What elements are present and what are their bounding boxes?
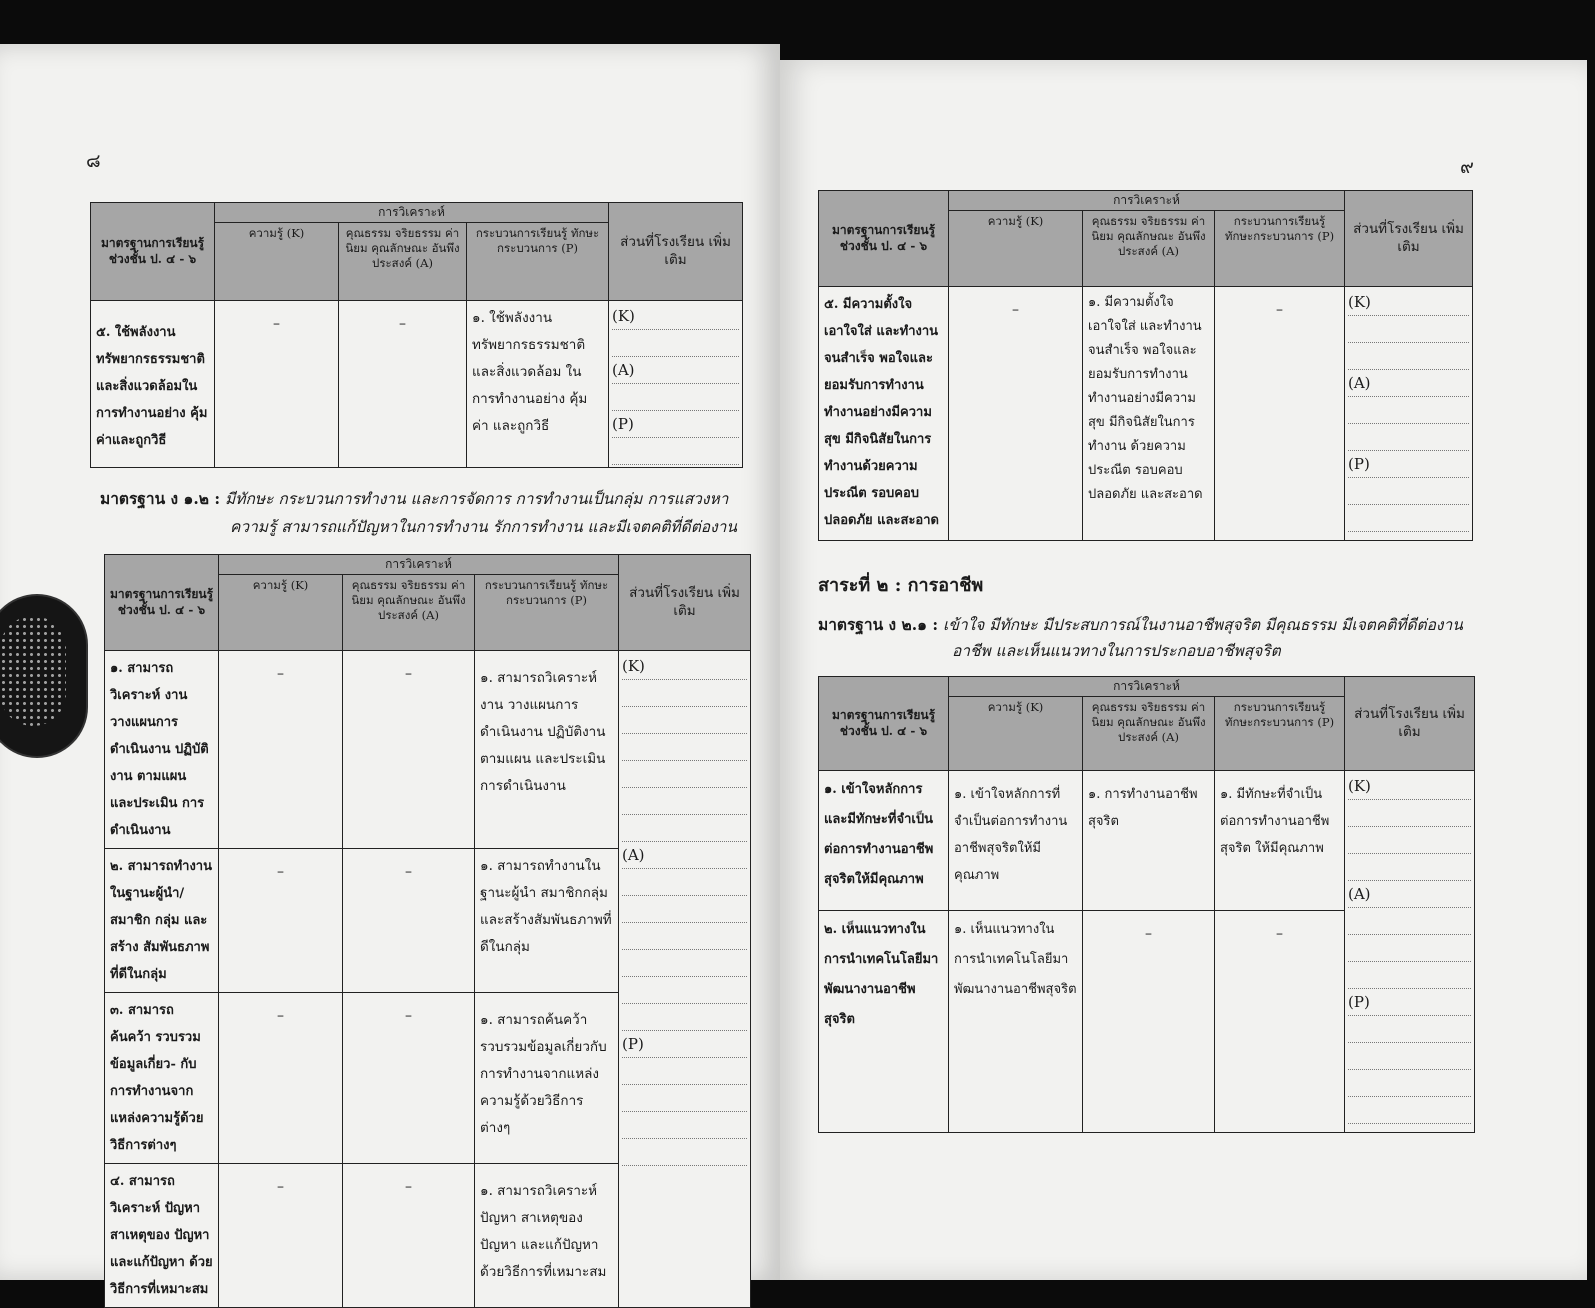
attitude-cell: – bbox=[343, 651, 475, 849]
process-cell: ๑. สามารถวิเคราะห์ ปัญหา สาเหตุของ ปัญหา และแก้ปัญหา ด้วยวิธีการที่เหมาะสม bbox=[475, 1164, 619, 1308]
school-line bbox=[622, 1058, 747, 1085]
header-standard: มาตรฐานการเรียนรู้ ช่วงชั้น ป. ๔ - ๖ bbox=[105, 555, 219, 651]
table-row bbox=[819, 771, 1475, 911]
knowledge-cell: ๑. เข้าใจหลักการที่ จำเป็นต่อการทำงาน อาชีพสุจริตให้มีคุณภาพ bbox=[949, 771, 1083, 911]
school-line bbox=[622, 1139, 747, 1166]
knowledge-cell: – bbox=[219, 993, 343, 1164]
header-analysis: การวิเคราะห์ bbox=[219, 555, 619, 575]
standard-cell: ๕. มีความตั้งใจ เอาใจใส่ และทำงาน จนสำเร็จ พอใจและ ยอมรับการทำงาน ทำงานอย่างมีความ สุข มีกิจนิสัยในการ ทำงานด้วยความ ประณีต รอบคอบ ปลอดภัย และสะอาด bbox=[819, 287, 949, 541]
school-line: (P) bbox=[622, 1031, 747, 1058]
school-line bbox=[622, 923, 747, 950]
school-line bbox=[622, 761, 747, 788]
school-line bbox=[1348, 854, 1471, 881]
standard-cell: ๓. สามารถค้นคว้า รวบรวมข้อมูลเกี่ยว- กับการทำงานจาก แหล่งความรู้ด้วย วิธีการต่างๆ bbox=[105, 993, 219, 1164]
school-line bbox=[1348, 908, 1471, 935]
header-school: ส่วนที่โรงเรียน เพิ่มเติม bbox=[609, 203, 743, 301]
standard-line-2: ความรู้ สามารถแก้ปัญหาในการทำงาน รักการทำงาน และมีเจตคติที่ดีต่องาน bbox=[230, 518, 737, 536]
bookmark-tab bbox=[0, 596, 86, 756]
school-line bbox=[1348, 1070, 1471, 1097]
knowledge-cell: – bbox=[219, 651, 343, 849]
table-row bbox=[819, 287, 1473, 541]
section-heading: สาระที่ ๒ : การอาชีพ bbox=[818, 575, 984, 596]
process-cell: ๑. ใช้พลังงาน ทรัพยากรธรรมชาติ และสิ่งแวดล้อม ในการทำงานอย่าง คุ้มค่า และถูกวิธี bbox=[467, 301, 609, 468]
process-cell: ๑. มีทักษะที่จำเป็น ต่อการทำงานอาชีพ สุจริต ให้มีคุณภาพ bbox=[1215, 771, 1345, 911]
process-cell: ๑. สามารถค้นคว้า รวบรวมข้อมูลเกี่ยวกับ การทำงานจากแหล่ง ความรู้ด้วยวิธีการต่างๆ bbox=[475, 993, 619, 1164]
analysis-table-1 bbox=[90, 202, 743, 468]
standard-cell: ๒. สามารถทำงาน ในฐานะผู้นำ/สมาชิก กลุ่ม และสร้าง สัมพันธภาพที่ดีในกลุ่ม bbox=[105, 849, 219, 993]
knowledge-cell: – bbox=[219, 1164, 343, 1308]
school-line: (K) bbox=[1348, 289, 1469, 316]
header-attitude: คุณธรรม จริยธรรม ค่านิยม คุณลักษณะ อันพึงประสงค์ (A) bbox=[339, 223, 467, 301]
school-line bbox=[622, 707, 747, 734]
school-line bbox=[622, 734, 747, 761]
standard-cell: ๔. สามารถวิเคราะห์ ปัญหา สาเหตุของ ปัญหา และแก้ปัญหา ด้วยวิธีการที่เหมาะสม bbox=[105, 1164, 219, 1308]
analysis-table-2 bbox=[818, 676, 1475, 1133]
attitude-cell: – bbox=[343, 849, 475, 993]
standard-cell: ๕. ใช้พลังงาน ทรัพยากรธรรมชาติ และสิ่งแวดล้อมใน การทำงานอย่าง คุ้มค่าและถูกวิธี bbox=[91, 301, 215, 468]
school-line bbox=[622, 1004, 747, 1031]
attitude-cell: – bbox=[343, 993, 475, 1164]
school-line bbox=[1348, 316, 1469, 343]
school-line bbox=[612, 438, 739, 465]
header-process: กระบวนการเรียนรู้ ทักษะกระบวนการ (P) bbox=[1215, 211, 1345, 287]
school-line bbox=[1348, 1016, 1471, 1043]
school-line bbox=[1348, 1097, 1471, 1124]
standard-text: เข้าใจ มีทักษะ มีประสบการณ์ในงานอาชีพสุจริต มีคุณธรรม มีเจตคติที่ดีต่องาน bbox=[943, 616, 1463, 634]
header-school: ส่วนที่โรงเรียน เพิ่มเติม bbox=[1345, 191, 1473, 287]
standard-line-1 bbox=[100, 486, 728, 512]
process-cell: ๑. สามารถวิเคราะห์ งาน วางแผนการ ดำเนินงาน ปฏิบัติงาน ตามแผน และประเมิน การดำเนินงาน bbox=[475, 651, 619, 849]
header-standard: มาตรฐานการเรียนรู้ ช่วงชั้น ป. ๔ - ๖ bbox=[819, 677, 949, 771]
process-cell: ๑. สามารถทำงานใน ฐานะผู้นำ สมาชิกกลุ่ม และสร้างสัมพันธภาพที่ ดีในกลุ่ม bbox=[475, 849, 619, 993]
standard-line-1 bbox=[818, 612, 1463, 638]
table-row bbox=[91, 301, 743, 468]
school-line: (K) bbox=[1348, 773, 1471, 800]
header-attitude: คุณธรรม จริยธรรม ค่านิยม คุณลักษณะ อันพึงประสงค์ (A) bbox=[1083, 211, 1215, 287]
header-standard: มาตรฐานการเรียนรู้ ช่วงชั้น ป. ๔ - ๖ bbox=[819, 191, 949, 287]
standard-text: มีทักษะ กระบวนการทำงาน และการจัดการ การทำงานเป็นกลุ่ม การแสวงหา bbox=[225, 490, 729, 508]
school-lines bbox=[1345, 771, 1475, 1133]
table-row bbox=[105, 651, 751, 849]
analysis-table-2 bbox=[104, 554, 751, 1308]
school-line bbox=[622, 869, 747, 896]
school-line: (P) bbox=[1348, 451, 1469, 478]
school-line bbox=[622, 788, 747, 815]
school-line bbox=[612, 330, 739, 357]
process-cell: – bbox=[1215, 911, 1345, 1133]
school-line: (A) bbox=[1348, 370, 1469, 397]
school-line bbox=[1348, 424, 1469, 451]
school-lines bbox=[1345, 287, 1473, 541]
attitude-cell: ๑. การทำงานอาชีพ สุจริต bbox=[1083, 771, 1215, 911]
attitude-cell: – bbox=[339, 301, 467, 468]
school-line bbox=[1348, 827, 1471, 854]
standard-cell: ๒. เห็นแนวทางใน การนำเทคโนโลยีมา พัฒนางานอาชีพ สุจริต bbox=[819, 911, 949, 1133]
standard-label: มาตรฐาน ง ๒.๑ : bbox=[818, 615, 939, 634]
knowledge-cell: – bbox=[215, 301, 339, 468]
school-line bbox=[622, 815, 747, 842]
school-line bbox=[622, 1112, 747, 1139]
school-line: (A) bbox=[612, 357, 739, 384]
page-number: ๘ bbox=[86, 150, 101, 172]
header-school: ส่วนที่โรงเรียน เพิ่มเติม bbox=[619, 555, 751, 651]
header-school: ส่วนที่โรงเรียน เพิ่มเติม bbox=[1345, 677, 1475, 771]
standard-line-2: อาชีพ และเห็นแนวทางในการประกอบอาชีพสุจริต bbox=[952, 642, 1281, 660]
attitude-cell: – bbox=[343, 1164, 475, 1308]
header-attitude: คุณธรรม จริยธรรม ค่านิยม คุณลักษณะ อันพึงประสงค์ (A) bbox=[343, 575, 475, 651]
header-knowledge: ความรู้ (K) bbox=[219, 575, 343, 651]
header-knowledge: ความรู้ (K) bbox=[949, 211, 1083, 287]
header-process: กระบวนการเรียนรู้ ทักษะกระบวนการ (P) bbox=[475, 575, 619, 651]
header-analysis: การวิเคราะห์ bbox=[949, 191, 1345, 211]
header-analysis: การวิเคราะห์ bbox=[215, 203, 609, 223]
school-line: (K) bbox=[612, 303, 739, 330]
standard-cell: ๑. เข้าใจหลักการ และมีทักษะที่จำเป็น ต่อการทำงานอาชีพ สุจริตให้มีคุณภาพ bbox=[819, 771, 949, 911]
right-page bbox=[780, 60, 1587, 1280]
standard-label: มาตรฐาน ง ๑.๒ : bbox=[100, 489, 221, 508]
school-lines bbox=[609, 301, 743, 468]
header-knowledge: ความรู้ (K) bbox=[215, 223, 339, 301]
school-line bbox=[1348, 478, 1469, 505]
standard-cell: ๑. สามารถวิเคราะห์ งาน วางแผนการ ดำเนินงาน ปฏิบัติงาน ตามแผน และประเมิน การดำเนินงาน bbox=[105, 651, 219, 849]
school-line bbox=[1348, 1043, 1471, 1070]
school-lines bbox=[619, 651, 751, 1308]
attitude-cell: – bbox=[1083, 911, 1215, 1133]
school-line bbox=[622, 896, 747, 923]
school-line bbox=[1348, 343, 1469, 370]
school-line: (A) bbox=[622, 842, 747, 869]
school-line bbox=[1348, 505, 1469, 532]
header-process: กระบวนการเรียนรู้ ทักษะกระบวนการ (P) bbox=[1215, 697, 1345, 771]
left-page bbox=[0, 44, 780, 1298]
school-line bbox=[1348, 800, 1471, 827]
school-line: (A) bbox=[1348, 881, 1471, 908]
header-knowledge: ความรู้ (K) bbox=[949, 697, 1083, 771]
school-line bbox=[622, 1085, 747, 1112]
school-line: (P) bbox=[1348, 989, 1471, 1016]
header-attitude: คุณธรรม จริยธรรม ค่านิยม คุณลักษณะ อันพึงประสงค์ (A) bbox=[1083, 697, 1215, 771]
school-line bbox=[1348, 962, 1471, 989]
school-line bbox=[622, 680, 747, 707]
school-line bbox=[612, 384, 739, 411]
knowledge-cell: – bbox=[219, 849, 343, 993]
school-line bbox=[1348, 935, 1471, 962]
school-line bbox=[1348, 397, 1469, 424]
attitude-cell: ๑. มีความตั้งใจ เอาใจใส่ และทำงาน จนสำเร็จ พอใจและ ยอมรับการทำงาน ทำงานอย่างมีความสุข มีกิจนิสัยในการทำงาน ด้วยความประณีต รอบคอบ ปลอดภัย และสะอาด bbox=[1083, 287, 1215, 541]
school-line: (P) bbox=[612, 411, 739, 438]
page-number: ๙ bbox=[1460, 156, 1474, 178]
process-cell: – bbox=[1215, 287, 1345, 541]
header-analysis: การวิเคราะห์ bbox=[949, 677, 1345, 697]
analysis-table-1 bbox=[818, 190, 1473, 541]
school-line bbox=[622, 950, 747, 977]
header-standard: มาตรฐานการเรียนรู้ ช่วงชั้น ป. ๔ - ๖ bbox=[91, 203, 215, 301]
header-process: กระบวนการเรียนรู้ ทักษะกระบวนการ (P) bbox=[467, 223, 609, 301]
school-line: (K) bbox=[622, 653, 747, 680]
school-line bbox=[622, 977, 747, 1004]
knowledge-cell: – bbox=[949, 287, 1083, 541]
knowledge-cell: ๑. เห็นแนวทางใน การนำเทคโนโลยีมา พัฒนางานอาชีพสุจริต bbox=[949, 911, 1083, 1133]
